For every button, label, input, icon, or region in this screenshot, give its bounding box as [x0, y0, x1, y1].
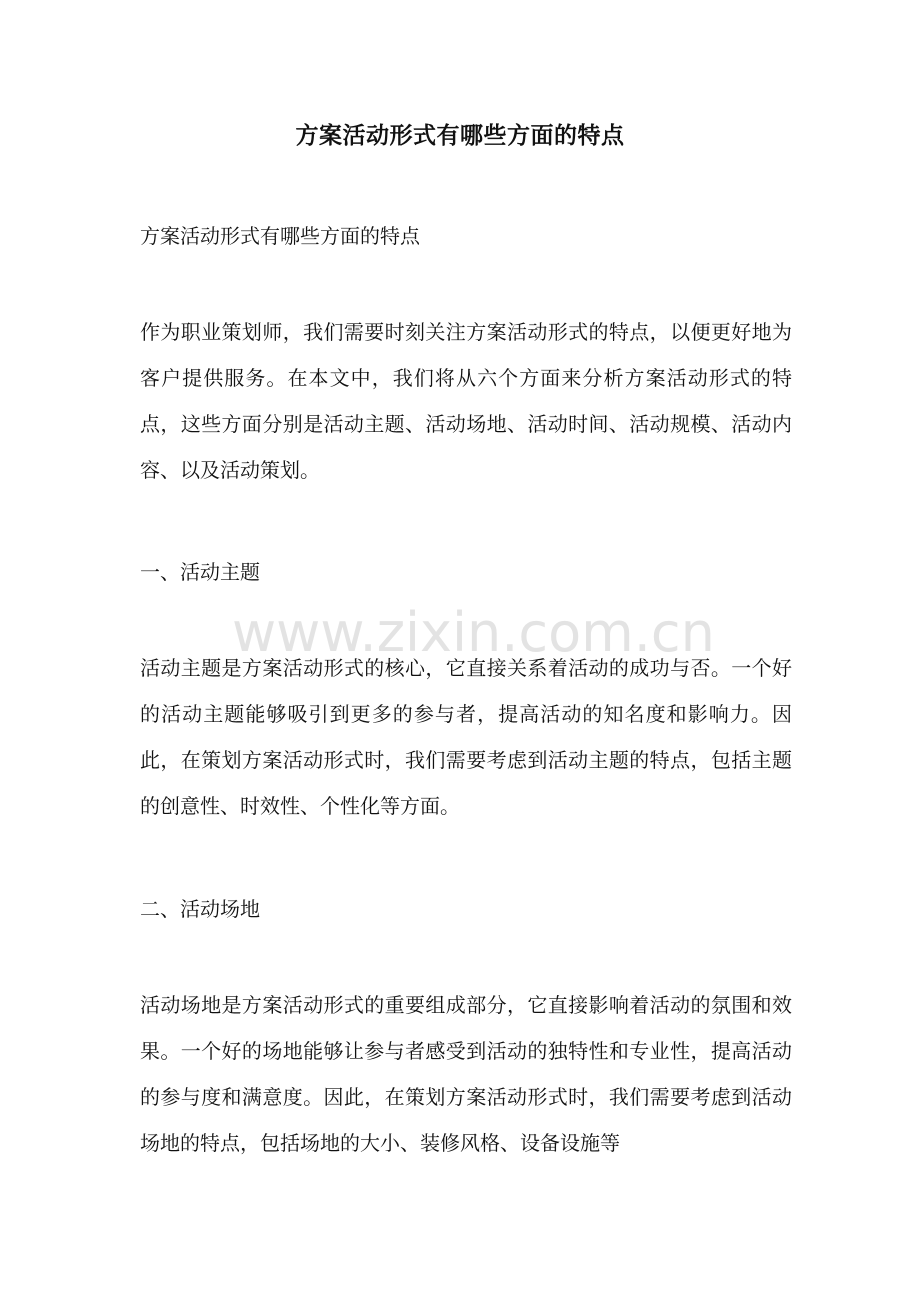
- document-subtitle: 方案活动形式有哪些方面的特点: [140, 224, 420, 248]
- document-title: 方案活动形式有哪些方面的特点: [295, 122, 625, 149]
- intro-paragraph: 作为职业策划师，我们需要时刻关注方案活动形式的特点，以便更好地为客户提供服务。在本文中，我们将从六个方面来分析方案活动形式的特点，这些方面分别是活动主题、活动场地、活动时间、活动规模、活动内容、以及活动策划。: [140, 320, 792, 482]
- section-body-venue: 活动场地是方案活动形式的重要组成部分，它直接影响着活动的氛围和效果。一个好的场地能够让参与者感受到活动的独特性和专业性，提高活动的参与度和满意度。因此，在策划方案活动形式时，我们需要考虑到活动场地的特点，包括场地的大小、装修风格、设备设施等: [140, 993, 792, 1155]
- section-body-theme: 活动主题是方案活动形式的核心，它直接关系着活动的成功与否。一个好的活动主题能够吸引到更多的参与者，提高活动的知名度和影响力。因此，在策划方案活动形式时，我们需要考虑到活动主题的特点，包括主题的创意性、时效性、个性化等方面。: [140, 656, 792, 818]
- section-heading-theme: 一、活动主题: [140, 560, 260, 584]
- section-heading-venue: 二、活动场地: [140, 897, 260, 921]
- watermark: www.zixin.com.cn: [232, 601, 715, 664]
